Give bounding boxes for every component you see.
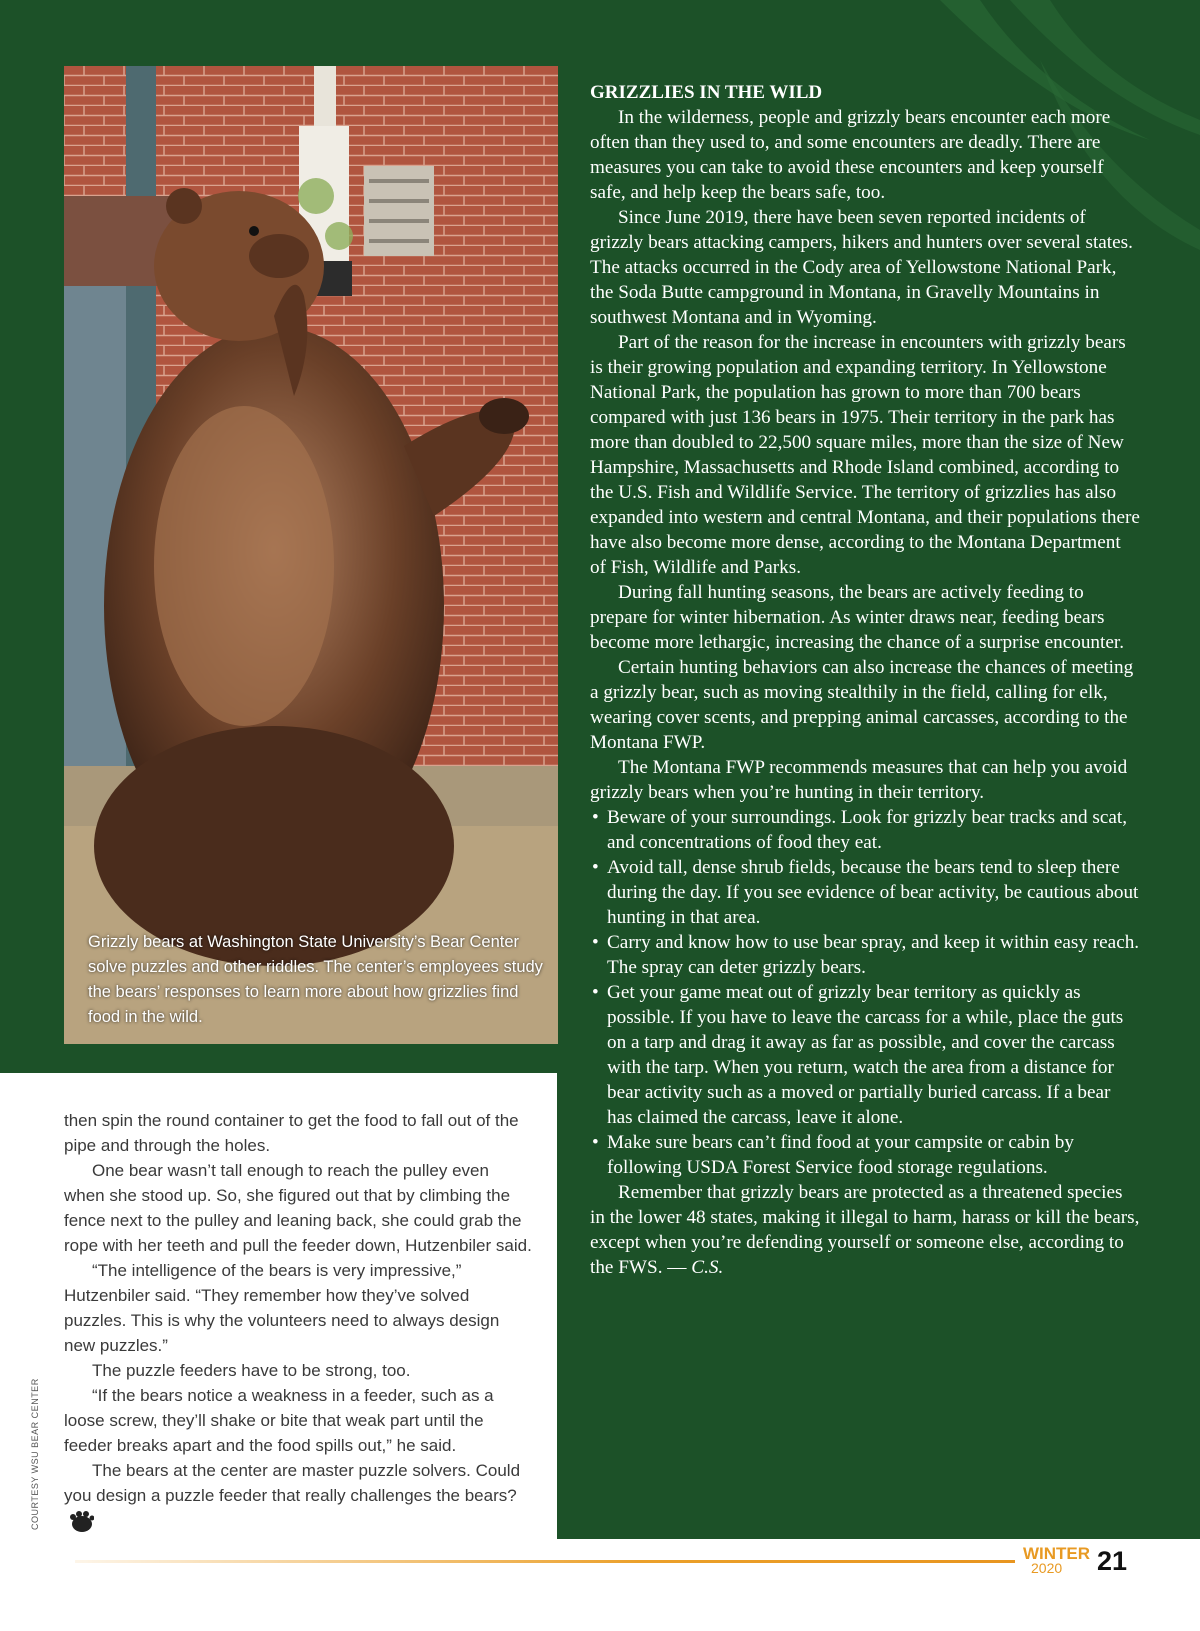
bullet-icon: • [592,1132,599,1153]
footer-year: 2020 [1031,1560,1063,1576]
body-paragraph: then spin the round container to get the food to fall out of the pipe and through the holes. [64,1111,519,1155]
page-number: 21 [1097,1546,1128,1576]
closing-text: Remember that grizzly bears are protected as a threatened species in the lower 48 states, making it illegal to harm, harass or kill the bears, except when you’re defending yourself or someone else, according to the FWS. — [590,1182,1140,1278]
body-paragraph: “The intelligence of the bears is very impressive,” Hutzenbiler said. “They remember how they’ve solved puzzles. This is why the volunteers need to always design new puzzles.” [64,1261,500,1355]
article-paragraph: The Montana FWP recommends measures that can help you avoid grizzly bears when you’re hunting in their territory. [590,757,1128,803]
list-item-text: Beware of your surroundings. Look for grizzly bear tracks and scat, and concentrations of food they eat. [607,807,1128,853]
bullet-icon: • [592,932,599,953]
left-column-continued-article [64,1108,534,1533]
list-item-text: Avoid tall, dense shrub fields, because the bears tend to sleep there during the day. If you see evidence of bear activity, be cautious about hunting in that area. [607,857,1139,928]
bear-paw-end-mark-icon [68,1511,94,1533]
list-item [590,930,1140,980]
list-item-text: Carry and know how to use bear spray, and keep it within easy reach. The spray can deter grizzly bears. [607,932,1140,978]
photo-caption: Grizzly bears at Washington State University’s Bear Center solve puzzles and other riddles. The center’s employees study the bears’ responses to learn more about how grizzlies find food in the wild. [88,933,543,1026]
bear-photo [64,66,558,1044]
body-paragraph: “If the bears notice a weakness in a feeder, such as a loose screw, they’ll shake or bite that weak part until the feeder breaks apart and the food spills out,” he said. [64,1386,494,1455]
article-paragraph: Part of the reason for the increase in encounters with grizzly bears is their growing population and expanding territory. In Yellowstone National Park, the population has grown to more than 700 bears compared with just 136 bears in 1975. Their territory in the park has more than doubled to 22,500 square miles, more than the size of New Hampshire, Massachusetts and Rhode Island combined, according to the U.S. Fish and Wildlife Service. The territory of grizzlies has also expanded into western and central Montana, and their populations there have also become more dense, according to the Montana Department of Fish, Wildlife and Parks. [590,332,1140,578]
author-signature: C.S. [691,1257,724,1278]
footer-season: WINTER [1023,1544,1091,1563]
photo-credit: COURTESY WSU BEAR CENTER [30,1378,40,1530]
article-paragraph: Certain hunting behaviors can also increase the chances of meeting a grizzly bear, such as moving stealthily in the field, calling for elk, wearing cover scents, and prepping animal carcasses, according to the Montana FWP. [590,657,1134,753]
bullet-icon: • [592,982,599,1003]
bear-illustration [64,66,558,1044]
article-paragraph: Since June 2019, there have been seven reported incidents of grizzly bears attacking campers, hikers and hunters over several states. The attacks occurred in the Cody area of Yellowstone National Park, the Soda Butte campground in Montana, in Gravelly Mountains in southwest Montana and in Wyoming. [590,207,1133,328]
list-item [590,855,1140,930]
article-paragraph: During fall hunting seasons, the bears are actively feeding to prepare for winter hibernation. As winter draws near, feeding bears become more lethargic, increasing the chance of a surprise encounter. [590,582,1124,653]
body-paragraph: One bear wasn’t tall enough to reach the pulley even when she stood up. So, she figured out that by climbing the fence next to the pulley and leaning back, she could grab the rope with her teeth and pull the feeder down, Hutzenbiler said. [64,1161,532,1255]
body-paragraph-last [64,1458,534,1533]
bullet-icon: • [592,857,599,878]
list-item [590,980,1140,1130]
article-closing [590,1180,1140,1280]
list-item-text: Make sure bears can’t find food at your campsite or cabin by following USDA Forest Service food storage regulations. [607,1132,1074,1178]
bullet-icon: • [592,807,599,828]
article-grizzlies-in-the-wild [590,80,1140,1280]
body-paragraph-text: The bears at the center are master puzzle solvers. Could you design a puzzle feeder that really challenges the bears? [64,1461,521,1505]
list-item-text: Get your game meat out of grizzly bear territory as quickly as possible. If you have to leave the carcass for a while, place the guts on a tarp and drag it away as far as possible, and cover the carcass with the tarp. When you return, watch the area from a distance for bear activity such as a moved or partially buried carcass. If a bear has claimed the carcass, leave it alone. [607,982,1124,1128]
list-item [590,1130,1140,1180]
list-item [590,805,1140,855]
footer-rule [75,1560,1015,1563]
safety-tips-list [590,805,1140,1180]
article-paragraph: In the wilderness, people and grizzly bears encounter each more often than they used to, and some encounters are deadly. There are measures you can take to avoid these encounters and keep yourself safe, and help keep the bears safe, too. [590,107,1111,203]
body-paragraph: The puzzle feeders have to be strong, too. [92,1361,411,1380]
article-heading: GRIZZLIES IN THE WILD [590,82,823,103]
